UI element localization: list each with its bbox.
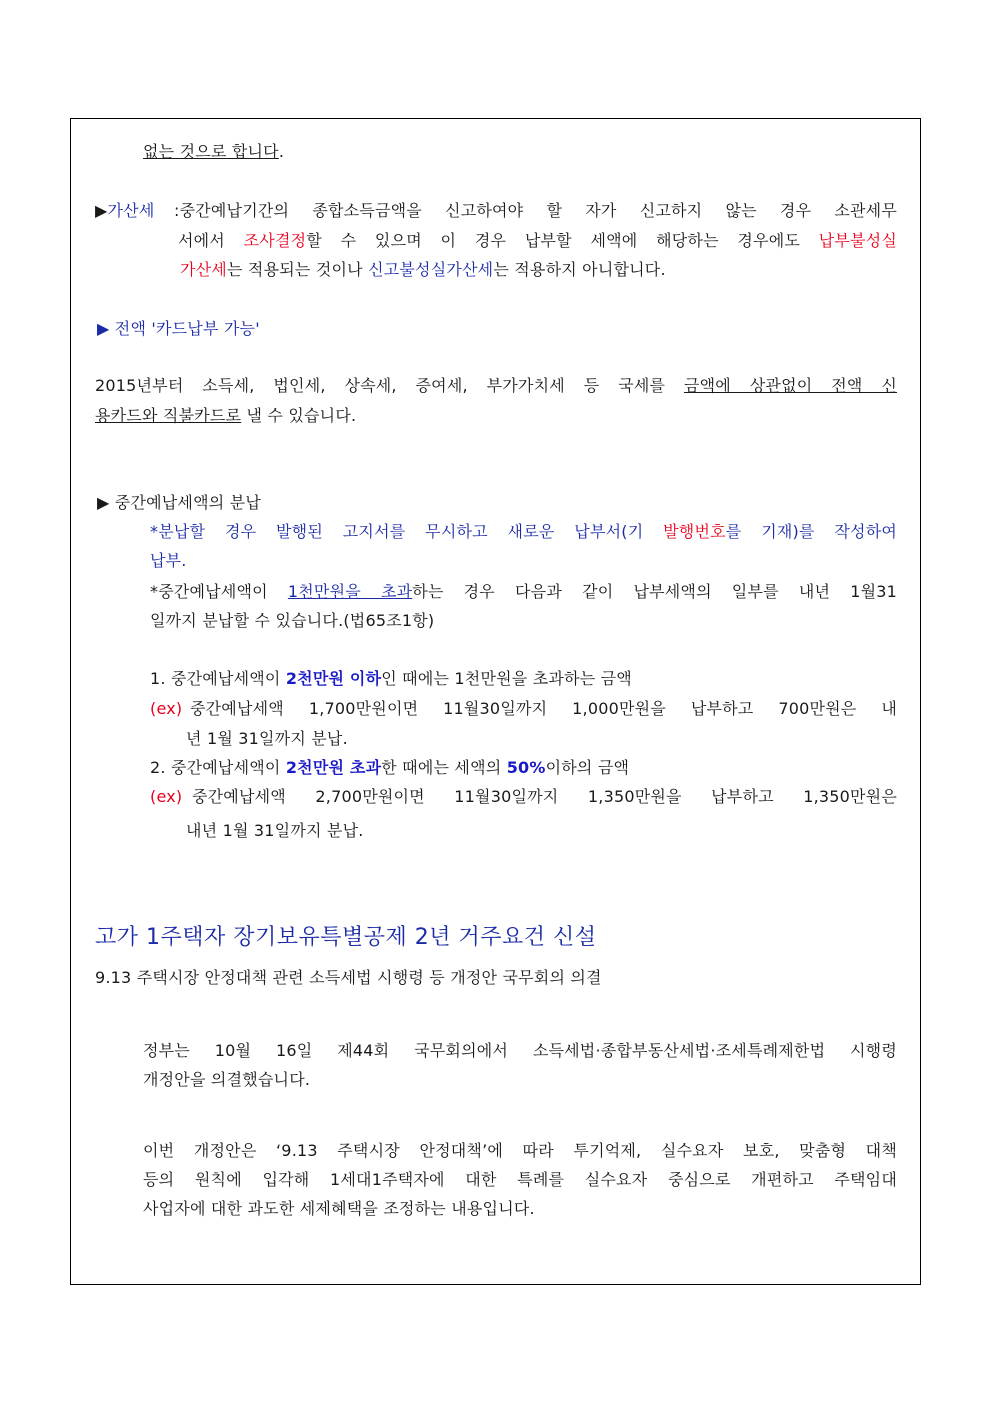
- issue-number: 발행번호: [663, 522, 726, 541]
- article-subtitle: 9.13 주택시장 안정대책 관련 소득세법 시행령 등 개정안 국무회의 의결: [95, 968, 602, 987]
- gasanse-text-1: :중간예납기간의 종합소득금액을 신고하여야 할 자가 신고하지 않는 경우 소관세무: [174, 201, 897, 220]
- split-ex-2-text: 중간예납세액 2,700만원이면 11월30일까지 1,350만원을 납부하고 1,350만원은: [192, 787, 897, 806]
- continuation-text: 없는 것으로 합니다: [143, 142, 279, 161]
- card-text-2: 용카드와 직불카드로 낼 수 있습니다.: [95, 406, 357, 425]
- gasanse-text-2: 서에서 조사결정할 수 있으며 이 경우 납부할 세액에 해당하는 경우에도 납부불성실: [178, 231, 897, 250]
- split-ex-1-label: (ex): [150, 699, 183, 718]
- over-10m: 1천만원을 초과: [287, 582, 413, 601]
- late-payment-penalty: 납부불성실: [818, 231, 897, 250]
- card-text-1: 2015년부터 소득세, 법인세, 상속세, 증여세, 부가가치세 등 국세를 금액에 상관없이 전액 신: [95, 376, 897, 395]
- gasanse-text-3: 가산세는 적용되는 것이나 신고불성실가산세는 적용하지 아니합니다.: [180, 260, 666, 279]
- gasanse-label: 가산세: [107, 201, 155, 220]
- article-p2-line3: 사업자에 대한 과도한 세제혜택을 조정하는 내용입니다.: [143, 1199, 535, 1218]
- investigation-decision: 조사결정: [243, 231, 307, 250]
- card-heading: ▶ 전액 '카드납부 가능': [97, 319, 260, 338]
- article-title: 고가 1주택자 장기보유특별공제 2년 거주요건 신설: [95, 925, 597, 950]
- split-note-2-end: 일까지 분납할 수 있습니다.(법65조1항): [150, 611, 435, 630]
- report-penalty: 신고불성실가산세: [368, 260, 494, 279]
- split-item-2: 2. 중간예납세액이 2천만원 초과한 때에는 세액의 50%이하의 금액: [150, 758, 630, 777]
- article-p2-line2: 등의 원칙에 입각해 1세대1주택자에 대한 특례를 실수요자 중심으로 개편하고 주택임대: [143, 1170, 897, 1189]
- split-ex-1-end: 년 1월 31일까지 분납.: [186, 729, 348, 748]
- continuation-line: 없는 것으로 합니다.: [143, 142, 285, 161]
- article-p2-line1: 이번 개정안은 ‘9.13 주택시장 안정대책’에 따라 투기억제, 실수요자 보호, 맞춤형 대책: [143, 1141, 897, 1160]
- split-heading: ▶ 중간예납세액의 분납: [97, 493, 261, 512]
- bullet-arrow-icon: ▶: [95, 201, 108, 220]
- split-item-1: 1. 중간예납세액이 2천만원 이하인 때에는 1천만원을 초과하는 금액: [150, 669, 632, 688]
- split-note-1-end: 납부.: [150, 551, 187, 570]
- article-p1-line1: 정부는 10월 16일 제44회 국무회의에서 소득세법·종합부동산세법·조세특례제한법 시행령: [143, 1041, 897, 1060]
- split-ex-1-text: 중간예납세액 1,700만원이면 11월30일까지 1,000만원을 납부하고 700만원은 내: [190, 699, 897, 718]
- split-note-1: *분납할 경우 발행된 고지서를 무시하고 새로운 납부서(기 발행번호를 기재)를 작성하여: [150, 522, 898, 541]
- article-p1-line2: 개정안을 의결했습니다.: [143, 1070, 311, 1089]
- split-note-2: *중간예납세액이 1천만원을 초과하는 경우 다음과 같이 납부세액의 일부를 내년 1월31: [150, 582, 898, 601]
- split-ex-2-label: (ex): [150, 787, 183, 806]
- split-ex-2-end: 내년 1월 31일까지 분납.: [186, 821, 364, 840]
